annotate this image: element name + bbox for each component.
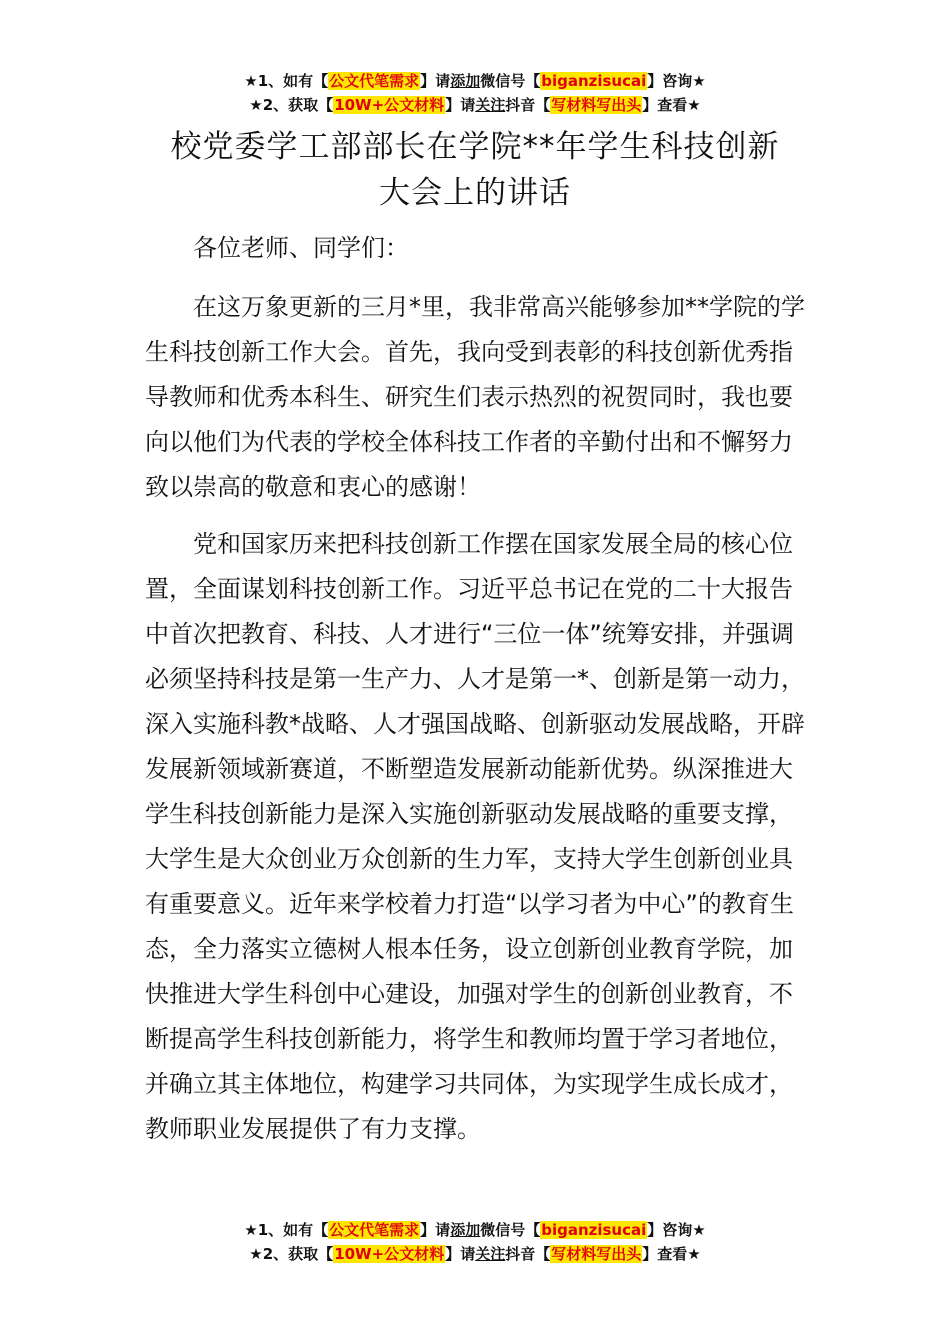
title-line-1: 校党委学工部部长在学院**年学生科技创新 xyxy=(170,129,780,165)
paragraph-1: 在这万象更新的三月*里，我非常高兴能够参加**学院的学生科技创新工作大会。首先，我向受到表彰的科技创新优秀指导教师和优秀本科生、研究生们表示热烈的祝贺同时，我也要向以他们为代表的学校全体科技工作者的辛勤付出和不懈努力致以崇高的敬意和衷心的感谢！ xyxy=(145,293,805,501)
highlight-materials: 10W+公文材料 xyxy=(334,96,445,114)
highlight-wechat-id: biganzisucai xyxy=(541,1221,647,1239)
highlight-wechat-id: biganzisucai xyxy=(541,72,647,90)
highlight-materials: 10W+公文材料 xyxy=(334,1245,445,1263)
highlight-service: 公文代笔需求 xyxy=(329,1221,420,1239)
promo-line-2: ★2、获取【10W+公文材料】请关注抖音【写材料写出头】查看★ xyxy=(249,96,701,114)
paragraph-2: 党和国家历来把科技创新工作摆在国家发展全局的核心位置，全面谋划科技创新工作。习近平总书记在党的二十大报告中首次把教育、科技、人才进行“三位一体”统筹安排，并强调必须坚持科技是第一生产力、人才是第一*、创新是第一动力，深入实施科教*战略、人才强国战略、创新驱动发展战略，开辟发展新领域新赛道，不断塑造发展新动能新优势。纵深推进大学生科技创新能力是深入实施创新驱动发展战略的重要支撑，大学生是大众创业万众创新的生力军，支持大学生创新创业具有重要意义。近年来学校着力打造“以学习者为中心”的教育生态，全力落实立德树人根本任务，设立创新创业教育学院，加快推进大学生科创中心建设，加强对学生的创新创业教育，不断提高学生科技创新能力，将学生和教师均置于学习者地位，并确立其主体地位，构建学习共同体，为实现学生成长成才，教师职业发展提供了有力支撑。 xyxy=(145,530,805,1143)
document-body xyxy=(145,226,810,1152)
highlight-douyin-account: 写材料写出头 xyxy=(551,96,642,114)
promo-banner-bottom xyxy=(0,1218,950,1266)
greeting: 各位老师、同学们： xyxy=(193,234,409,262)
promo-line-1: ★1、如有【公文代笔需求】请添加微信号【biganzisucai】咨询★ xyxy=(244,72,706,90)
promo-line-2: ★2、获取【10W+公文材料】请关注抖音【写材料写出头】查看★ xyxy=(249,1245,701,1263)
promo-line-1: ★1、如有【公文代笔需求】请添加微信号【biganzisucai】咨询★ xyxy=(244,1221,706,1239)
highlight-douyin-account: 写材料写出头 xyxy=(551,1245,642,1263)
document-title xyxy=(60,124,890,216)
title-line-2: 大会上的讲话 xyxy=(379,175,571,211)
highlight-service: 公文代笔需求 xyxy=(329,72,420,90)
promo-banner-top xyxy=(0,69,950,117)
